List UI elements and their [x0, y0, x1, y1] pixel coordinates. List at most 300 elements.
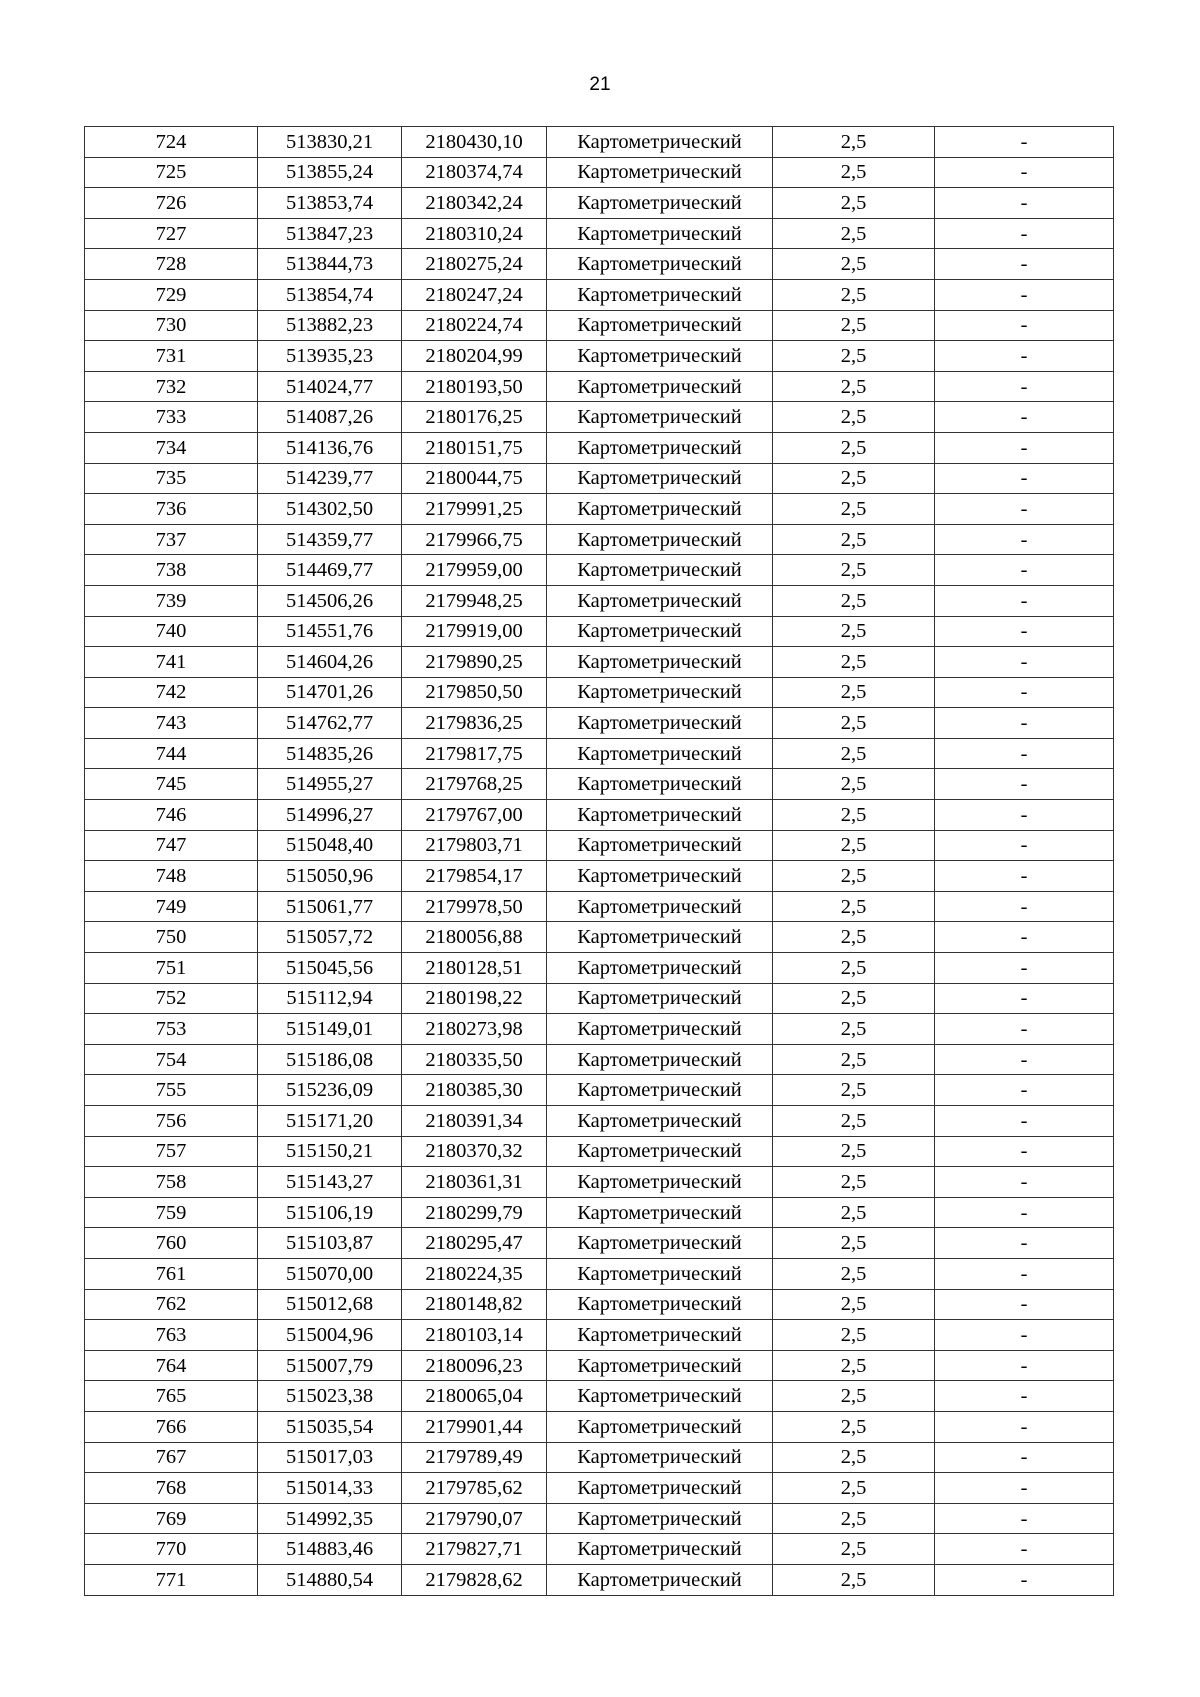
- point-number-cell: 770: [85, 1534, 258, 1565]
- method-cell: Картометрический: [547, 1197, 773, 1228]
- note-cell: -: [935, 1075, 1114, 1106]
- table-row: [85, 1167, 1114, 1198]
- x-coordinate-cell: 515186,08: [258, 1044, 402, 1075]
- table-row: [85, 891, 1114, 922]
- x-coordinate-cell: 513844,73: [258, 249, 402, 280]
- x-coordinate-cell: 514762,77: [258, 708, 402, 739]
- accuracy-cell: 2,5: [773, 218, 935, 249]
- note-cell: -: [935, 1014, 1114, 1045]
- table-row: [85, 861, 1114, 892]
- accuracy-cell: 2,5: [773, 677, 935, 708]
- method-cell: Картометрический: [547, 1136, 773, 1167]
- note-cell: -: [935, 1442, 1114, 1473]
- accuracy-cell: 2,5: [773, 1106, 935, 1137]
- accuracy-cell: 2,5: [773, 800, 935, 831]
- x-coordinate-cell: 514992,35: [258, 1503, 402, 1534]
- point-number-cell: 733: [85, 402, 258, 433]
- note-cell: -: [935, 800, 1114, 831]
- point-number-cell: 747: [85, 830, 258, 861]
- table-row: [85, 463, 1114, 494]
- y-coordinate-cell: 2179768,25: [402, 769, 547, 800]
- table-row: [85, 157, 1114, 188]
- point-number-cell: 731: [85, 341, 258, 372]
- y-coordinate-cell: 2179854,17: [402, 861, 547, 892]
- x-coordinate-cell: 514359,77: [258, 524, 402, 555]
- point-number-cell: 760: [85, 1228, 258, 1259]
- x-coordinate-cell: 515103,87: [258, 1228, 402, 1259]
- table-row: [85, 127, 1114, 158]
- method-cell: Картометрический: [547, 157, 773, 188]
- point-number-cell: 735: [85, 463, 258, 494]
- note-cell: -: [935, 127, 1114, 158]
- y-coordinate-cell: 2179978,50: [402, 891, 547, 922]
- y-coordinate-cell: 2179827,71: [402, 1534, 547, 1565]
- accuracy-cell: 2,5: [773, 402, 935, 433]
- y-coordinate-cell: 2180247,24: [402, 279, 547, 310]
- point-number-cell: 751: [85, 953, 258, 984]
- y-coordinate-cell: 2179785,62: [402, 1473, 547, 1504]
- point-number-cell: 739: [85, 585, 258, 616]
- x-coordinate-cell: 514883,46: [258, 1534, 402, 1565]
- method-cell: Картометрический: [547, 218, 773, 249]
- accuracy-cell: 2,5: [773, 585, 935, 616]
- x-coordinate-cell: 514835,26: [258, 738, 402, 769]
- table-row: [85, 218, 1114, 249]
- accuracy-cell: 2,5: [773, 157, 935, 188]
- y-coordinate-cell: 2180374,74: [402, 157, 547, 188]
- table-row: [85, 555, 1114, 586]
- y-coordinate-cell: 2180295,47: [402, 1228, 547, 1259]
- y-coordinate-cell: 2180385,30: [402, 1075, 547, 1106]
- note-cell: -: [935, 432, 1114, 463]
- method-cell: Картометрический: [547, 1534, 773, 1565]
- accuracy-cell: 2,5: [773, 861, 935, 892]
- y-coordinate-cell: 2179959,00: [402, 555, 547, 586]
- accuracy-cell: 2,5: [773, 953, 935, 984]
- x-coordinate-cell: 515106,19: [258, 1197, 402, 1228]
- y-coordinate-cell: 2180370,32: [402, 1136, 547, 1167]
- note-cell: -: [935, 738, 1114, 769]
- accuracy-cell: 2,5: [773, 647, 935, 678]
- accuracy-cell: 2,5: [773, 983, 935, 1014]
- point-number-cell: 763: [85, 1320, 258, 1351]
- y-coordinate-cell: 2179991,25: [402, 494, 547, 525]
- x-coordinate-cell: 515149,01: [258, 1014, 402, 1045]
- point-number-cell: 727: [85, 218, 258, 249]
- x-coordinate-cell: 514880,54: [258, 1564, 402, 1595]
- table-row: [85, 432, 1114, 463]
- point-number-cell: 769: [85, 1503, 258, 1534]
- method-cell: Картометрический: [547, 555, 773, 586]
- method-cell: Картометрический: [547, 1564, 773, 1595]
- note-cell: -: [935, 1167, 1114, 1198]
- note-cell: -: [935, 1258, 1114, 1289]
- accuracy-cell: 2,5: [773, 1044, 935, 1075]
- accuracy-cell: 2,5: [773, 769, 935, 800]
- accuracy-cell: 2,5: [773, 1136, 935, 1167]
- table-row: [85, 677, 1114, 708]
- point-number-cell: 753: [85, 1014, 258, 1045]
- table-row: [85, 1289, 1114, 1320]
- table-row: [85, 830, 1114, 861]
- method-cell: Картометрический: [547, 1381, 773, 1412]
- point-number-cell: 766: [85, 1411, 258, 1442]
- method-cell: Картометрический: [547, 371, 773, 402]
- method-cell: Картометрический: [547, 983, 773, 1014]
- table-row: [85, 708, 1114, 739]
- x-coordinate-cell: 514604,26: [258, 647, 402, 678]
- method-cell: Картометрический: [547, 830, 773, 861]
- x-coordinate-cell: 515017,03: [258, 1442, 402, 1473]
- note-cell: -: [935, 585, 1114, 616]
- point-number-cell: 748: [85, 861, 258, 892]
- coordinates-table-body: [85, 127, 1114, 1596]
- method-cell: Картометрический: [547, 922, 773, 953]
- method-cell: Картометрический: [547, 1106, 773, 1137]
- accuracy-cell: 2,5: [773, 310, 935, 341]
- table-row: [85, 1381, 1114, 1412]
- table-row: [85, 310, 1114, 341]
- y-coordinate-cell: 2180198,22: [402, 983, 547, 1014]
- y-coordinate-cell: 2179890,25: [402, 647, 547, 678]
- accuracy-cell: 2,5: [773, 1442, 935, 1473]
- x-coordinate-cell: 514469,77: [258, 555, 402, 586]
- accuracy-cell: 2,5: [773, 494, 935, 525]
- note-cell: -: [935, 494, 1114, 525]
- method-cell: Картометрический: [547, 494, 773, 525]
- method-cell: Картометрический: [547, 1350, 773, 1381]
- accuracy-cell: 2,5: [773, 1534, 935, 1565]
- point-number-cell: 757: [85, 1136, 258, 1167]
- method-cell: Картометрический: [547, 1473, 773, 1504]
- y-coordinate-cell: 2179790,07: [402, 1503, 547, 1534]
- note-cell: -: [935, 1411, 1114, 1442]
- x-coordinate-cell: 515150,21: [258, 1136, 402, 1167]
- x-coordinate-cell: 513847,23: [258, 218, 402, 249]
- note-cell: -: [935, 341, 1114, 372]
- y-coordinate-cell: 2180361,31: [402, 1167, 547, 1198]
- x-coordinate-cell: 513854,74: [258, 279, 402, 310]
- x-coordinate-cell: 515035,54: [258, 1411, 402, 1442]
- accuracy-cell: 2,5: [773, 524, 935, 555]
- method-cell: Картометрический: [547, 677, 773, 708]
- note-cell: -: [935, 1564, 1114, 1595]
- x-coordinate-cell: 515112,94: [258, 983, 402, 1014]
- table-row: [85, 1503, 1114, 1534]
- accuracy-cell: 2,5: [773, 738, 935, 769]
- table-row: [85, 279, 1114, 310]
- y-coordinate-cell: 2179948,25: [402, 585, 547, 616]
- x-coordinate-cell: 515143,27: [258, 1167, 402, 1198]
- y-coordinate-cell: 2180430,10: [402, 127, 547, 158]
- method-cell: Картометрический: [547, 738, 773, 769]
- point-number-cell: 741: [85, 647, 258, 678]
- method-cell: Картометрический: [547, 249, 773, 280]
- point-number-cell: 764: [85, 1350, 258, 1381]
- accuracy-cell: 2,5: [773, 341, 935, 372]
- x-coordinate-cell: 515007,79: [258, 1350, 402, 1381]
- method-cell: Картометрический: [547, 1014, 773, 1045]
- note-cell: -: [935, 524, 1114, 555]
- point-number-cell: 732: [85, 371, 258, 402]
- method-cell: Картометрический: [547, 463, 773, 494]
- point-number-cell: 734: [85, 432, 258, 463]
- x-coordinate-cell: 513935,23: [258, 341, 402, 372]
- x-coordinate-cell: 515023,38: [258, 1381, 402, 1412]
- note-cell: -: [935, 1503, 1114, 1534]
- note-cell: -: [935, 1136, 1114, 1167]
- accuracy-cell: 2,5: [773, 1197, 935, 1228]
- y-coordinate-cell: 2180204,99: [402, 341, 547, 372]
- point-number-cell: 742: [85, 677, 258, 708]
- note-cell: -: [935, 769, 1114, 800]
- y-coordinate-cell: 2179850,50: [402, 677, 547, 708]
- method-cell: Картометрический: [547, 310, 773, 341]
- note-cell: -: [935, 279, 1114, 310]
- table-row: [85, 1442, 1114, 1473]
- y-coordinate-cell: 2180273,98: [402, 1014, 547, 1045]
- accuracy-cell: 2,5: [773, 1228, 935, 1259]
- method-cell: Картометрический: [547, 524, 773, 555]
- accuracy-cell: 2,5: [773, 127, 935, 158]
- point-number-cell: 744: [85, 738, 258, 769]
- y-coordinate-cell: 2180275,24: [402, 249, 547, 280]
- method-cell: Картометрический: [547, 861, 773, 892]
- y-coordinate-cell: 2180310,24: [402, 218, 547, 249]
- note-cell: -: [935, 708, 1114, 739]
- y-coordinate-cell: 2179828,62: [402, 1564, 547, 1595]
- x-coordinate-cell: 514551,76: [258, 616, 402, 647]
- note-cell: -: [935, 188, 1114, 219]
- y-coordinate-cell: 2179817,75: [402, 738, 547, 769]
- method-cell: Картометрический: [547, 1503, 773, 1534]
- x-coordinate-cell: 513830,21: [258, 127, 402, 158]
- page-number: 21: [589, 74, 611, 95]
- method-cell: Картометрический: [547, 1044, 773, 1075]
- accuracy-cell: 2,5: [773, 830, 935, 861]
- method-cell: Картометрический: [547, 1075, 773, 1106]
- table-row: [85, 1075, 1114, 1106]
- note-cell: -: [935, 1044, 1114, 1075]
- method-cell: Картометрический: [547, 341, 773, 372]
- point-number-cell: 767: [85, 1442, 258, 1473]
- accuracy-cell: 2,5: [773, 463, 935, 494]
- accuracy-cell: 2,5: [773, 1350, 935, 1381]
- note-cell: -: [935, 555, 1114, 586]
- x-coordinate-cell: 515048,40: [258, 830, 402, 861]
- table-row: [85, 249, 1114, 280]
- note-cell: -: [935, 953, 1114, 984]
- point-number-cell: 726: [85, 188, 258, 219]
- y-coordinate-cell: 2180176,25: [402, 402, 547, 433]
- note-cell: -: [935, 983, 1114, 1014]
- accuracy-cell: 2,5: [773, 708, 935, 739]
- method-cell: Картометрический: [547, 1228, 773, 1259]
- y-coordinate-cell: 2179803,71: [402, 830, 547, 861]
- point-number-cell: 724: [85, 127, 258, 158]
- y-coordinate-cell: 2180299,79: [402, 1197, 547, 1228]
- y-coordinate-cell: 2179789,49: [402, 1442, 547, 1473]
- table-row: [85, 922, 1114, 953]
- note-cell: -: [935, 922, 1114, 953]
- note-cell: -: [935, 402, 1114, 433]
- method-cell: Картометрический: [547, 1289, 773, 1320]
- x-coordinate-cell: 514955,27: [258, 769, 402, 800]
- note-cell: -: [935, 1534, 1114, 1565]
- point-number-cell: 746: [85, 800, 258, 831]
- point-number-cell: 756: [85, 1106, 258, 1137]
- y-coordinate-cell: 2180056,88: [402, 922, 547, 953]
- note-cell: -: [935, 677, 1114, 708]
- note-cell: -: [935, 647, 1114, 678]
- note-cell: -: [935, 891, 1114, 922]
- method-cell: Картометрический: [547, 1442, 773, 1473]
- x-coordinate-cell: 514302,50: [258, 494, 402, 525]
- y-coordinate-cell: 2180193,50: [402, 371, 547, 402]
- method-cell: Картометрический: [547, 1411, 773, 1442]
- x-coordinate-cell: 514087,26: [258, 402, 402, 433]
- x-coordinate-cell: 515014,33: [258, 1473, 402, 1504]
- x-coordinate-cell: 515045,56: [258, 953, 402, 984]
- x-coordinate-cell: 515057,72: [258, 922, 402, 953]
- y-coordinate-cell: 2180148,82: [402, 1289, 547, 1320]
- accuracy-cell: 2,5: [773, 1564, 935, 1595]
- point-number-cell: 738: [85, 555, 258, 586]
- accuracy-cell: 2,5: [773, 922, 935, 953]
- table-row: [85, 1473, 1114, 1504]
- note-cell: -: [935, 310, 1114, 341]
- y-coordinate-cell: 2180224,35: [402, 1258, 547, 1289]
- method-cell: Картометрический: [547, 616, 773, 647]
- method-cell: Картометрический: [547, 585, 773, 616]
- y-coordinate-cell: 2180391,34: [402, 1106, 547, 1137]
- note-cell: -: [935, 861, 1114, 892]
- table-row: [85, 769, 1114, 800]
- x-coordinate-cell: 514701,26: [258, 677, 402, 708]
- y-coordinate-cell: 2180342,24: [402, 188, 547, 219]
- point-number-cell: 754: [85, 1044, 258, 1075]
- table-row: [85, 402, 1114, 433]
- accuracy-cell: 2,5: [773, 432, 935, 463]
- y-coordinate-cell: 2180096,23: [402, 1350, 547, 1381]
- x-coordinate-cell: 514996,27: [258, 800, 402, 831]
- point-number-cell: 750: [85, 922, 258, 953]
- method-cell: Картометрический: [547, 402, 773, 433]
- table-row: [85, 1228, 1114, 1259]
- accuracy-cell: 2,5: [773, 1473, 935, 1504]
- table-row: [85, 371, 1114, 402]
- point-number-cell: 736: [85, 494, 258, 525]
- note-cell: -: [935, 830, 1114, 861]
- accuracy-cell: 2,5: [773, 891, 935, 922]
- accuracy-cell: 2,5: [773, 249, 935, 280]
- table-row: [85, 983, 1114, 1014]
- table-row: [85, 1014, 1114, 1045]
- note-cell: -: [935, 157, 1114, 188]
- point-number-cell: 728: [85, 249, 258, 280]
- table-row: [85, 1534, 1114, 1565]
- table-row: [85, 1258, 1114, 1289]
- method-cell: Картометрический: [547, 769, 773, 800]
- method-cell: Картометрический: [547, 891, 773, 922]
- x-coordinate-cell: 515061,77: [258, 891, 402, 922]
- table-row: [85, 616, 1114, 647]
- accuracy-cell: 2,5: [773, 1381, 935, 1412]
- y-coordinate-cell: 2180224,74: [402, 310, 547, 341]
- note-cell: -: [935, 1473, 1114, 1504]
- note-cell: -: [935, 218, 1114, 249]
- note-cell: -: [935, 1197, 1114, 1228]
- method-cell: Картометрический: [547, 708, 773, 739]
- accuracy-cell: 2,5: [773, 1503, 935, 1534]
- point-number-cell: 762: [85, 1289, 258, 1320]
- table-row: [85, 494, 1114, 525]
- accuracy-cell: 2,5: [773, 1167, 935, 1198]
- method-cell: Картометрический: [547, 127, 773, 158]
- method-cell: Картометрический: [547, 279, 773, 310]
- accuracy-cell: 2,5: [773, 188, 935, 219]
- point-number-cell: 725: [85, 157, 258, 188]
- y-coordinate-cell: 2180103,14: [402, 1320, 547, 1351]
- accuracy-cell: 2,5: [773, 371, 935, 402]
- method-cell: Картометрический: [547, 647, 773, 678]
- y-coordinate-cell: 2180335,50: [402, 1044, 547, 1075]
- y-coordinate-cell: 2180128,51: [402, 953, 547, 984]
- method-cell: Картометрический: [547, 1258, 773, 1289]
- accuracy-cell: 2,5: [773, 279, 935, 310]
- table-row: [85, 1320, 1114, 1351]
- x-coordinate-cell: 515050,96: [258, 861, 402, 892]
- coordinates-table: [84, 126, 1114, 1596]
- x-coordinate-cell: 514024,77: [258, 371, 402, 402]
- point-number-cell: 745: [85, 769, 258, 800]
- table-row: [85, 1136, 1114, 1167]
- point-number-cell: 729: [85, 279, 258, 310]
- table-row: [85, 953, 1114, 984]
- x-coordinate-cell: 515171,20: [258, 1106, 402, 1137]
- note-cell: -: [935, 1381, 1114, 1412]
- accuracy-cell: 2,5: [773, 616, 935, 647]
- table-row: [85, 1197, 1114, 1228]
- x-coordinate-cell: 513853,74: [258, 188, 402, 219]
- method-cell: Картометрический: [547, 1320, 773, 1351]
- note-cell: -: [935, 1320, 1114, 1351]
- table-row: [85, 1564, 1114, 1595]
- note-cell: -: [935, 371, 1114, 402]
- y-coordinate-cell: 2180151,75: [402, 432, 547, 463]
- y-coordinate-cell: 2179901,44: [402, 1411, 547, 1442]
- point-number-cell: 737: [85, 524, 258, 555]
- point-number-cell: 749: [85, 891, 258, 922]
- table-row: [85, 524, 1114, 555]
- note-cell: -: [935, 1289, 1114, 1320]
- point-number-cell: 752: [85, 983, 258, 1014]
- method-cell: Картометрический: [547, 953, 773, 984]
- table-row: [85, 1044, 1114, 1075]
- accuracy-cell: 2,5: [773, 1320, 935, 1351]
- method-cell: Картометрический: [547, 432, 773, 463]
- note-cell: -: [935, 616, 1114, 647]
- y-coordinate-cell: 2179767,00: [402, 800, 547, 831]
- x-coordinate-cell: 515004,96: [258, 1320, 402, 1351]
- table-row: [85, 341, 1114, 372]
- method-cell: Картометрический: [547, 800, 773, 831]
- accuracy-cell: 2,5: [773, 1014, 935, 1045]
- y-coordinate-cell: 2179836,25: [402, 708, 547, 739]
- table-row: [85, 585, 1114, 616]
- point-number-cell: 771: [85, 1564, 258, 1595]
- note-cell: -: [935, 1106, 1114, 1137]
